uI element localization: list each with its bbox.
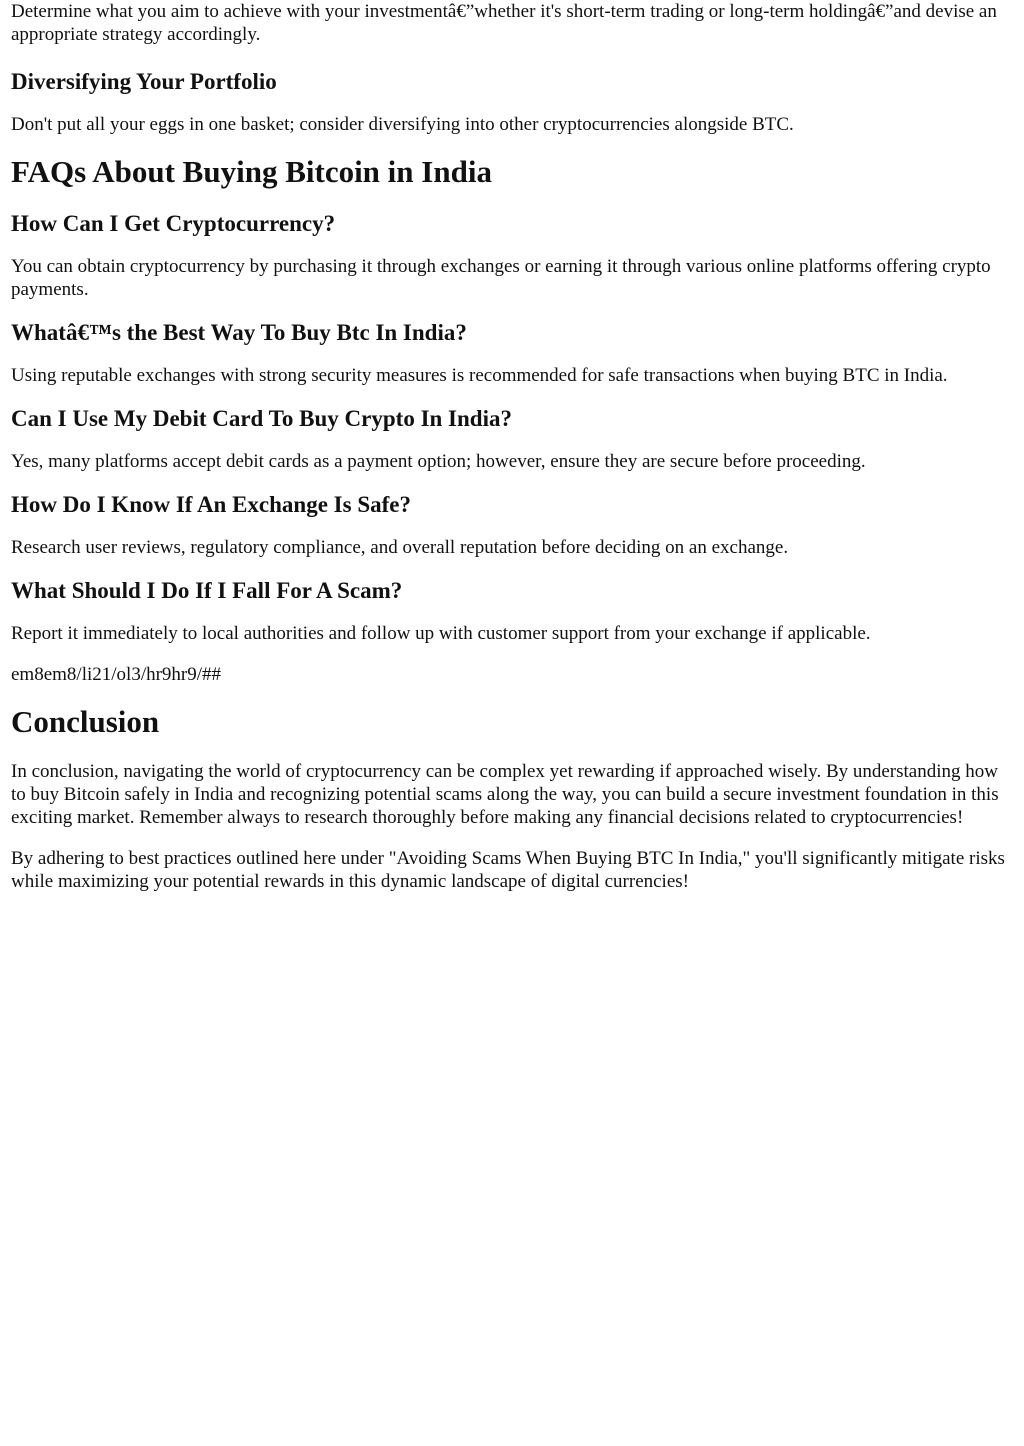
faq-answer: You can obtain cryptocurrency by purchasing it through exchanges or earning it through various online platforms offering crypto payments. [11, 256, 991, 300]
faq-item [11, 491, 1013, 559]
faq-item [11, 577, 1013, 645]
stray-markup-text: em8em8/li21/ol3/hr9hr9/## [11, 664, 222, 685]
faq-item [11, 405, 1013, 473]
conclusion-paragraph: By adhering to best practices outlined here under "Avoiding Scams When Buying BTC In India," you'll significantly mitigate risks while maximizing your potential rewards in this dynamic landscape of digital currencies! [11, 848, 1005, 892]
diversify-body: Don't put all your eggs in one basket; consider diversifying into other cryptocurrencies alongside BTC. [11, 114, 794, 135]
faq-answer: Research user reviews, regulatory compliance, and overall reputation before deciding on an exchange. [11, 537, 789, 558]
diversify-heading: Diversifying Your Portfolio [11, 69, 277, 94]
faq-item [11, 319, 1013, 387]
faq-question: How Do I Know If An Exchange Is Safe? [11, 492, 411, 517]
faq-question: Can I Use My Debit Card To Buy Crypto In India? [11, 406, 512, 431]
faq-heading: FAQs About Buying Bitcoin in India [11, 154, 492, 189]
intro-paragraph: Determine what you aim to achieve with your investmentâ€”whether it's short-term trading or long-term holdingâ€”and devise an appropriate strategy accordingly. [11, 1, 997, 45]
faq-answer: Report it immediately to local authorities and follow up with customer support from your exchange if applicable. [11, 623, 871, 644]
faq-item [11, 210, 1013, 301]
faq-question: What Should I Do If I Fall For A Scam? [11, 578, 403, 603]
faq-answer: Yes, many platforms accept debit cards as a payment option; however, ensure they are secure before proceeding. [11, 451, 866, 472]
conclusion-heading: Conclusion [11, 704, 160, 739]
faq-question: How Can I Get Cryptocurrency? [11, 211, 336, 236]
faq-answer: Using reputable exchanges with strong security measures is recommended for safe transactions when buying BTC in India. [11, 365, 948, 386]
faq-question: Whatâ€™s the Best Way To Buy Btc In India? [11, 320, 467, 345]
conclusion-paragraph: In conclusion, navigating the world of cryptocurrency can be complex yet rewarding if approached wisely. By understanding how to buy Bitcoin safely in India and recognizing potential scams along the way, you can build a secure investment foundation in this exciting market. Remember always to research thoroughly before making any financial decisions related to cryptocurrencies! [11, 761, 999, 828]
